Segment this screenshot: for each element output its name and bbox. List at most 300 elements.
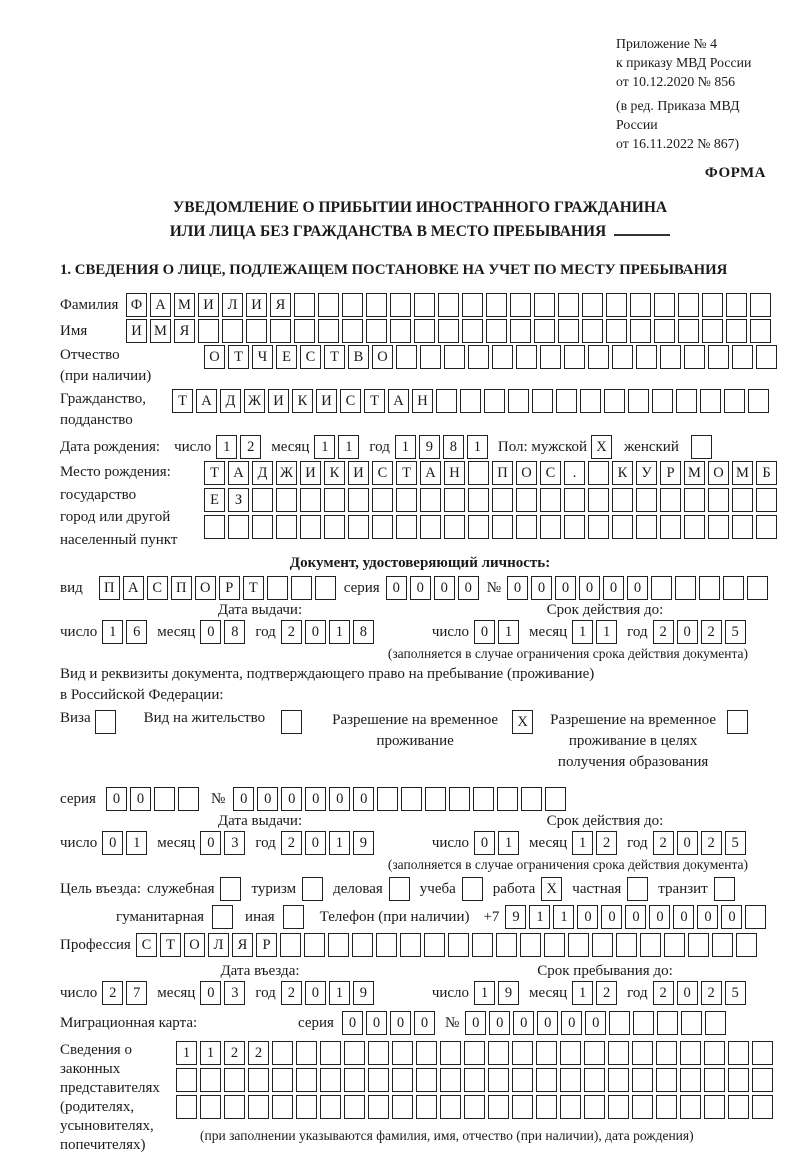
form-cell[interactable]: У: [636, 461, 657, 485]
form-cell[interactable]: [512, 1041, 533, 1065]
form-cell[interactable]: 7: [126, 981, 147, 1005]
form-cell[interactable]: [348, 515, 369, 539]
form-cell[interactable]: [536, 1041, 557, 1065]
form-cell[interactable]: [376, 933, 397, 957]
form-cell[interactable]: [400, 933, 421, 957]
form-cell[interactable]: 0: [305, 831, 326, 855]
form-cell[interactable]: 0: [200, 620, 221, 644]
form-cell[interactable]: [651, 576, 672, 600]
form-cell[interactable]: [540, 515, 561, 539]
form-cell[interactable]: [700, 389, 721, 413]
form-cell[interactable]: [714, 877, 735, 901]
form-cell[interactable]: 1: [467, 435, 488, 459]
form-cell[interactable]: Ж: [276, 461, 297, 485]
form-cell[interactable]: [248, 1068, 269, 1092]
form-cell[interactable]: [462, 877, 483, 901]
form-cell[interactable]: [342, 293, 363, 317]
form-cell[interactable]: [723, 576, 744, 600]
form-cell[interactable]: [609, 1011, 630, 1035]
form-cell[interactable]: [630, 319, 651, 343]
form-cell[interactable]: [272, 1041, 293, 1065]
form-cell[interactable]: [444, 515, 465, 539]
form-cell[interactable]: 0: [130, 787, 151, 811]
entry-year-cells[interactable]: [281, 981, 374, 1005]
form-cell[interactable]: [536, 1068, 557, 1092]
form-cell[interactable]: [652, 389, 673, 413]
stay-month-cells[interactable]: [572, 981, 617, 1005]
form-cell[interactable]: [632, 1095, 653, 1119]
form-cell[interactable]: [712, 933, 733, 957]
temp-residence-checkbox[interactable]: [512, 710, 533, 734]
form-cell[interactable]: Р: [256, 933, 277, 957]
form-cell[interactable]: Е: [204, 488, 225, 512]
form-cell[interactable]: О: [184, 933, 205, 957]
form-cell[interactable]: [222, 319, 243, 343]
form-cell[interactable]: 5: [725, 981, 746, 1005]
form-cell[interactable]: [344, 1041, 365, 1065]
form-cell[interactable]: Ч: [252, 345, 273, 369]
form-cell[interactable]: [728, 1041, 749, 1065]
entry-day-cells[interactable]: [102, 981, 147, 1005]
form-cell[interactable]: Т: [172, 389, 193, 413]
form-cell[interactable]: 2: [653, 981, 674, 1005]
form-cell[interactable]: [176, 1068, 197, 1092]
form-cell[interactable]: 0: [465, 1011, 486, 1035]
form-cell[interactable]: [468, 515, 489, 539]
form-cell[interactable]: 0: [305, 981, 326, 1005]
form-cell[interactable]: [560, 1041, 581, 1065]
form-cell[interactable]: [396, 345, 417, 369]
form-cell[interactable]: [510, 319, 531, 343]
birth-place-cells-row-2[interactable]: [204, 488, 777, 512]
form-cell[interactable]: [660, 488, 681, 512]
form-cell[interactable]: [606, 319, 627, 343]
birth-place-cells-row-1[interactable]: [204, 461, 777, 485]
form-cell[interactable]: [727, 710, 748, 734]
form-cell[interactable]: 0: [200, 831, 221, 855]
form-cell[interactable]: [448, 933, 469, 957]
form-cell[interactable]: С: [136, 933, 157, 957]
form-cell[interactable]: 2: [701, 831, 722, 855]
form-cell[interactable]: [584, 1041, 605, 1065]
form-cell[interactable]: [496, 933, 517, 957]
form-cell[interactable]: 0: [531, 576, 552, 600]
form-cell[interactable]: 2: [102, 981, 123, 1005]
form-cell[interactable]: [747, 576, 768, 600]
form-cell[interactable]: [633, 1011, 654, 1035]
form-cell[interactable]: [464, 1068, 485, 1092]
form-cell[interactable]: [752, 1041, 773, 1065]
form-cell[interactable]: [444, 345, 465, 369]
form-cell[interactable]: 1: [216, 435, 237, 459]
form-cell[interactable]: [492, 345, 513, 369]
form-cell[interactable]: Т: [396, 461, 417, 485]
form-cell[interactable]: 1: [529, 905, 550, 929]
entry-month-cells[interactable]: [200, 981, 245, 1005]
form-cell[interactable]: [420, 488, 441, 512]
form-cell[interactable]: 9: [353, 981, 374, 1005]
form-cell[interactable]: 0: [649, 905, 670, 929]
form-cell[interactable]: [750, 319, 771, 343]
form-cell[interactable]: [705, 1011, 726, 1035]
form-cell[interactable]: 1: [395, 435, 416, 459]
purpose-private-checkbox[interactable]: [627, 877, 648, 901]
form-cell[interactable]: 0: [434, 576, 455, 600]
id-issue-year-cells[interactable]: [281, 620, 374, 644]
form-cell[interactable]: 0: [601, 905, 622, 929]
form-cell[interactable]: [630, 293, 651, 317]
form-cell[interactable]: [680, 1041, 701, 1065]
representatives-cells-row-3[interactable]: [176, 1095, 773, 1119]
form-cell[interactable]: [389, 877, 410, 901]
form-cell[interactable]: О: [372, 345, 393, 369]
form-cell[interactable]: [468, 345, 489, 369]
form-cell[interactable]: [584, 1095, 605, 1119]
form-cell[interactable]: [488, 1095, 509, 1119]
form-cell[interactable]: И: [300, 461, 321, 485]
form-cell[interactable]: [440, 1068, 461, 1092]
purpose-tourism-checkbox[interactable]: [302, 877, 323, 901]
form-cell[interactable]: 0: [561, 1011, 582, 1035]
form-cell[interactable]: [580, 389, 601, 413]
form-cell[interactable]: [291, 576, 312, 600]
form-cell[interactable]: Т: [243, 576, 264, 600]
form-cell[interactable]: 2: [596, 981, 617, 1005]
form-cell[interactable]: 5: [725, 831, 746, 855]
form-cell[interactable]: [224, 1095, 245, 1119]
form-cell[interactable]: [704, 1068, 725, 1092]
form-cell[interactable]: [534, 319, 555, 343]
form-cell[interactable]: [416, 1068, 437, 1092]
birth-year-cells[interactable]: [395, 435, 488, 459]
form-cell[interactable]: 2: [248, 1041, 269, 1065]
form-cell[interactable]: 2: [281, 831, 302, 855]
form-cell[interactable]: И: [316, 389, 337, 413]
form-cell[interactable]: [352, 933, 373, 957]
form-cell[interactable]: [324, 515, 345, 539]
form-cell[interactable]: 1: [596, 620, 617, 644]
form-cell[interactable]: В: [348, 345, 369, 369]
form-cell[interactable]: [436, 389, 457, 413]
id-expiry-year-cells[interactable]: [653, 620, 746, 644]
form-cell[interactable]: [675, 576, 696, 600]
form-cell[interactable]: [660, 515, 681, 539]
form-cell[interactable]: [545, 787, 566, 811]
form-cell[interactable]: Д: [220, 389, 241, 413]
purpose-other-checkbox[interactable]: [283, 905, 304, 929]
form-cell[interactable]: [272, 1095, 293, 1119]
form-cell[interactable]: И: [198, 293, 219, 317]
visa-checkbox[interactable]: [95, 710, 116, 734]
representatives-cells-row-2[interactable]: [176, 1068, 773, 1092]
form-cell[interactable]: [492, 488, 513, 512]
form-cell[interactable]: [560, 1068, 581, 1092]
form-cell[interactable]: 0: [474, 620, 495, 644]
form-cell[interactable]: 0: [200, 981, 221, 1005]
form-cell[interactable]: 1: [314, 435, 335, 459]
form-cell[interactable]: [416, 1095, 437, 1119]
form-cell[interactable]: [302, 877, 323, 901]
form-cell[interactable]: X: [512, 710, 533, 734]
form-cell[interactable]: [464, 1095, 485, 1119]
form-cell[interactable]: 0: [489, 1011, 510, 1035]
form-cell[interactable]: 1: [572, 981, 593, 1005]
form-cell[interactable]: [420, 345, 441, 369]
form-cell[interactable]: [632, 1041, 653, 1065]
form-cell[interactable]: [320, 1095, 341, 1119]
form-cell[interactable]: 3: [224, 981, 245, 1005]
form-cell[interactable]: [556, 389, 577, 413]
form-cell[interactable]: [516, 345, 537, 369]
form-cell[interactable]: М: [150, 319, 171, 343]
residence-permit-checkbox[interactable]: [281, 710, 302, 734]
form-cell[interactable]: [660, 345, 681, 369]
form-cell[interactable]: И: [348, 461, 369, 485]
form-cell[interactable]: [320, 1041, 341, 1065]
form-cell[interactable]: 0: [257, 787, 278, 811]
form-cell[interactable]: [612, 345, 633, 369]
id-doc-number-cells[interactable]: [507, 576, 768, 600]
form-cell[interactable]: [272, 1068, 293, 1092]
representatives-cells-row-1[interactable]: [176, 1041, 773, 1065]
form-cell[interactable]: [318, 319, 339, 343]
form-cell[interactable]: [296, 1068, 317, 1092]
form-cell[interactable]: Ф: [126, 293, 147, 317]
form-cell[interactable]: [704, 1041, 725, 1065]
form-cell[interactable]: [440, 1095, 461, 1119]
form-cell[interactable]: 2: [281, 620, 302, 644]
form-cell[interactable]: [304, 933, 325, 957]
form-cell[interactable]: [726, 319, 747, 343]
form-cell[interactable]: [248, 1095, 269, 1119]
form-cell[interactable]: [420, 515, 441, 539]
form-cell[interactable]: [396, 488, 417, 512]
id-issue-month-cells[interactable]: [200, 620, 245, 644]
purpose-work-checkbox[interactable]: [541, 877, 562, 901]
form-cell[interactable]: 2: [240, 435, 261, 459]
form-cell[interactable]: [344, 1068, 365, 1092]
form-cell[interactable]: [536, 1095, 557, 1119]
form-cell[interactable]: А: [196, 389, 217, 413]
form-cell[interactable]: Т: [204, 461, 225, 485]
form-cell[interactable]: [460, 389, 481, 413]
form-cell[interactable]: 0: [281, 787, 302, 811]
form-cell[interactable]: [296, 1095, 317, 1119]
form-cell[interactable]: [608, 1041, 629, 1065]
form-cell[interactable]: [564, 515, 585, 539]
purpose-transit-checkbox[interactable]: [714, 877, 735, 901]
form-cell[interactable]: [540, 345, 561, 369]
form-cell[interactable]: 2: [701, 981, 722, 1005]
form-cell[interactable]: 1: [498, 831, 519, 855]
form-cell[interactable]: [544, 933, 565, 957]
form-cell[interactable]: Я: [232, 933, 253, 957]
form-cell[interactable]: [320, 1068, 341, 1092]
form-cell[interactable]: С: [300, 345, 321, 369]
form-cell[interactable]: 0: [390, 1011, 411, 1035]
form-cell[interactable]: 0: [677, 831, 698, 855]
form-cell[interactable]: [440, 1041, 461, 1065]
form-cell[interactable]: [438, 293, 459, 317]
form-cell[interactable]: О: [204, 345, 225, 369]
form-cell[interactable]: [368, 1068, 389, 1092]
form-cell[interactable]: 0: [342, 1011, 363, 1035]
purpose-business-checkbox[interactable]: [389, 877, 410, 901]
form-cell[interactable]: [656, 1041, 677, 1065]
form-cell[interactable]: Л: [208, 933, 229, 957]
form-cell[interactable]: Т: [324, 345, 345, 369]
form-cell[interactable]: [588, 461, 609, 485]
form-cell[interactable]: [512, 1095, 533, 1119]
form-cell[interactable]: [280, 933, 301, 957]
form-cell[interactable]: [276, 488, 297, 512]
form-cell[interactable]: [708, 515, 729, 539]
form-cell[interactable]: 2: [596, 831, 617, 855]
form-cell[interactable]: [680, 1068, 701, 1092]
form-cell[interactable]: А: [388, 389, 409, 413]
form-cell[interactable]: П: [171, 576, 192, 600]
form-cell[interactable]: Д: [252, 461, 273, 485]
form-cell[interactable]: [608, 1095, 629, 1119]
form-cell[interactable]: [154, 787, 175, 811]
form-cell[interactable]: [300, 515, 321, 539]
form-cell[interactable]: [368, 1095, 389, 1119]
form-cell[interactable]: [488, 1068, 509, 1092]
form-cell[interactable]: [588, 345, 609, 369]
form-cell[interactable]: [636, 345, 657, 369]
form-cell[interactable]: [684, 488, 705, 512]
form-cell[interactable]: [372, 515, 393, 539]
form-cell[interactable]: [328, 933, 349, 957]
form-cell[interactable]: [748, 389, 769, 413]
form-cell[interactable]: 9: [505, 905, 526, 929]
form-cell[interactable]: 0: [513, 1011, 534, 1035]
form-cell[interactable]: [318, 293, 339, 317]
form-cell[interactable]: [750, 293, 771, 317]
form-cell[interactable]: [424, 933, 445, 957]
form-cell[interactable]: [678, 319, 699, 343]
form-cell[interactable]: 9: [419, 435, 440, 459]
form-cell[interactable]: [392, 1095, 413, 1119]
form-cell[interactable]: Т: [160, 933, 181, 957]
form-cell[interactable]: 9: [498, 981, 519, 1005]
citizenship-cells[interactable]: [172, 389, 769, 413]
form-cell[interactable]: [608, 1068, 629, 1092]
form-cell[interactable]: 8: [353, 620, 374, 644]
form-cell[interactable]: С: [147, 576, 168, 600]
form-cell[interactable]: [632, 1068, 653, 1092]
form-cell[interactable]: [392, 1068, 413, 1092]
form-cell[interactable]: М: [732, 461, 753, 485]
form-cell[interactable]: [699, 576, 720, 600]
id-expiry-day-cells[interactable]: [474, 620, 519, 644]
form-cell[interactable]: [676, 389, 697, 413]
form-cell[interactable]: 3: [224, 831, 245, 855]
form-cell[interactable]: 1: [329, 831, 350, 855]
form-cell[interactable]: [732, 515, 753, 539]
form-cell[interactable]: [680, 1095, 701, 1119]
form-cell[interactable]: [462, 319, 483, 343]
form-cell[interactable]: 0: [537, 1011, 558, 1035]
form-cell[interactable]: [654, 293, 675, 317]
form-cell[interactable]: [200, 1068, 221, 1092]
form-cell[interactable]: [521, 787, 542, 811]
form-cell[interactable]: 1: [102, 620, 123, 644]
form-cell[interactable]: [708, 488, 729, 512]
form-cell[interactable]: Б: [756, 461, 777, 485]
form-cell[interactable]: [252, 515, 273, 539]
form-cell[interactable]: И: [268, 389, 289, 413]
form-cell[interactable]: И: [246, 293, 267, 317]
form-cell[interactable]: 1: [126, 831, 147, 855]
residence-number-cells[interactable]: [233, 787, 566, 811]
form-cell[interactable]: [512, 1068, 533, 1092]
form-cell[interactable]: А: [420, 461, 441, 485]
birth-place-cells-row-3[interactable]: [204, 515, 777, 539]
form-cell[interactable]: М: [684, 461, 705, 485]
patronymic-cells[interactable]: [204, 345, 777, 369]
form-cell[interactable]: [414, 319, 435, 343]
form-cell[interactable]: [564, 488, 585, 512]
form-cell[interactable]: Т: [364, 389, 385, 413]
form-cell[interactable]: [390, 293, 411, 317]
form-cell[interactable]: [657, 1011, 678, 1035]
form-cell[interactable]: [724, 389, 745, 413]
form-cell[interactable]: 1: [572, 831, 593, 855]
form-cell[interactable]: [540, 488, 561, 512]
form-cell[interactable]: [484, 389, 505, 413]
form-cell[interactable]: [568, 933, 589, 957]
form-cell[interactable]: [267, 576, 288, 600]
form-cell[interactable]: [488, 1041, 509, 1065]
form-cell[interactable]: 0: [414, 1011, 435, 1035]
form-cell[interactable]: [344, 1095, 365, 1119]
form-cell[interactable]: X: [541, 877, 562, 901]
form-cell[interactable]: П: [99, 576, 120, 600]
form-cell[interactable]: [702, 319, 723, 343]
form-cell[interactable]: [612, 515, 633, 539]
form-cell[interactable]: [444, 488, 465, 512]
form-cell[interactable]: [366, 293, 387, 317]
form-cell[interactable]: [198, 319, 219, 343]
form-cell[interactable]: 1: [498, 620, 519, 644]
birth-month-cells[interactable]: [314, 435, 359, 459]
form-cell[interactable]: 2: [281, 981, 302, 1005]
form-cell[interactable]: [204, 515, 225, 539]
form-cell[interactable]: 1: [329, 981, 350, 1005]
form-cell[interactable]: 0: [721, 905, 742, 929]
form-cell[interactable]: X: [591, 435, 612, 459]
id-issue-day-cells[interactable]: [102, 620, 147, 644]
id-doc-kind-cells[interactable]: [99, 576, 336, 600]
form-cell[interactable]: 0: [677, 620, 698, 644]
form-cell[interactable]: [681, 1011, 702, 1035]
form-cell[interactable]: [390, 319, 411, 343]
form-cell[interactable]: [300, 488, 321, 512]
form-cell[interactable]: [348, 488, 369, 512]
form-cell[interactable]: [684, 515, 705, 539]
form-cell[interactable]: [584, 1068, 605, 1092]
form-cell[interactable]: [270, 319, 291, 343]
form-cell[interactable]: [281, 710, 302, 734]
form-cell[interactable]: [640, 933, 661, 957]
form-cell[interactable]: [656, 1095, 677, 1119]
form-cell[interactable]: [392, 1041, 413, 1065]
form-cell[interactable]: К: [292, 389, 313, 413]
form-cell[interactable]: Н: [412, 389, 433, 413]
form-cell[interactable]: [449, 787, 470, 811]
form-cell[interactable]: А: [123, 576, 144, 600]
